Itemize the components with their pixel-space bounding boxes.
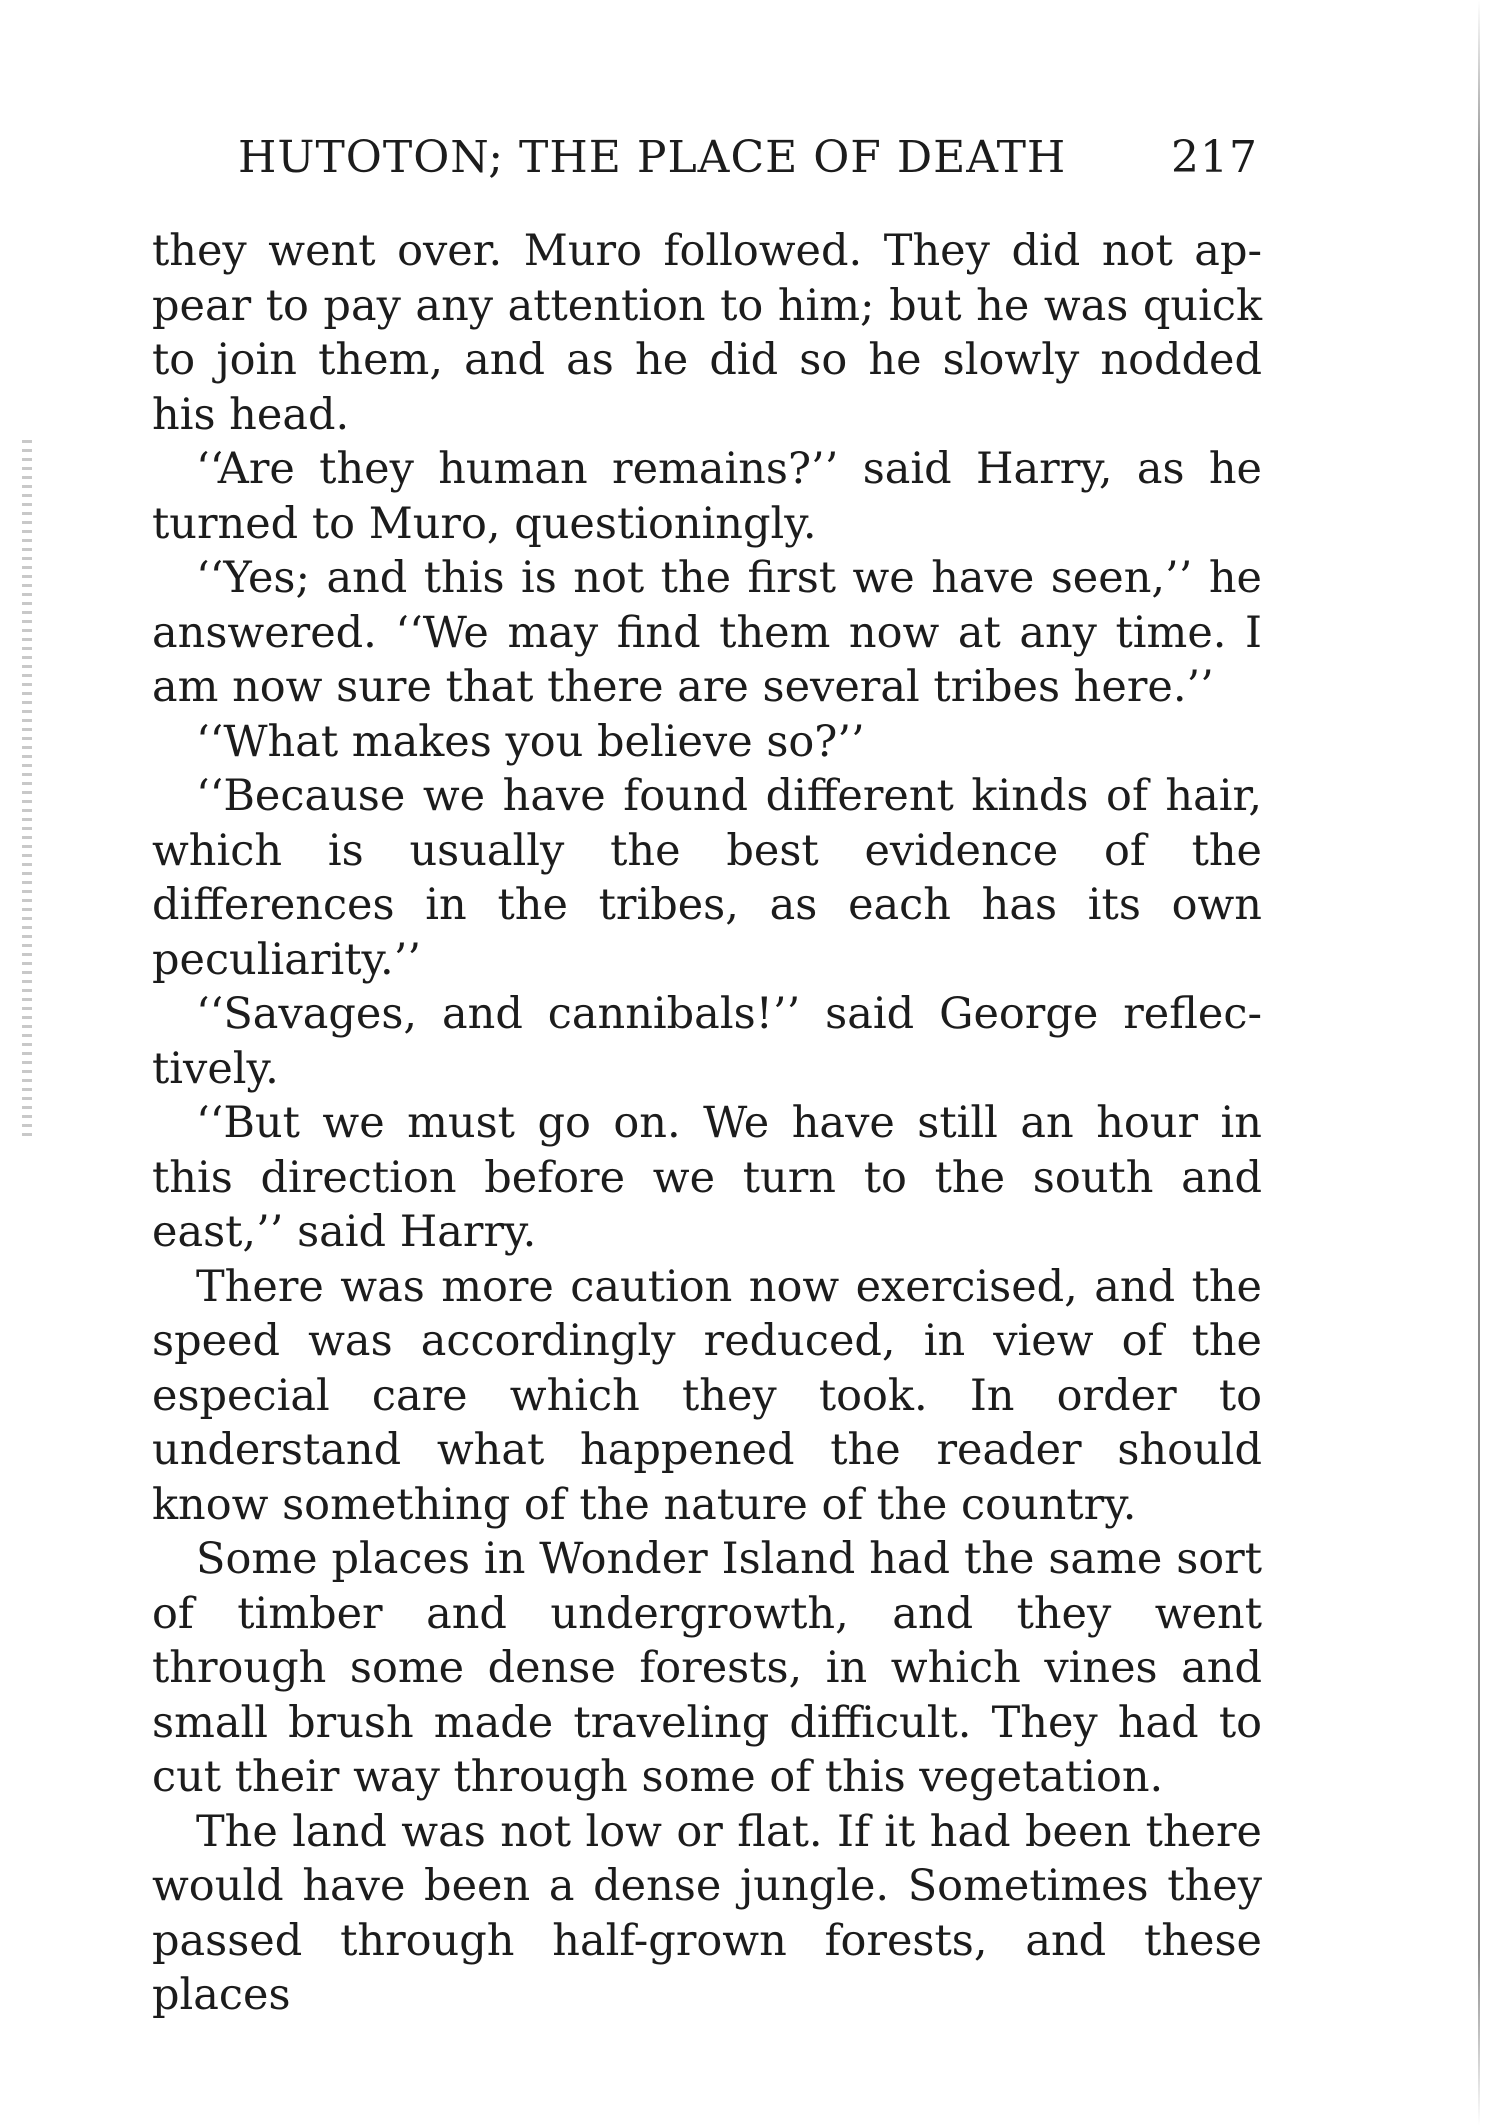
body-text — [152, 224, 1262, 2023]
paragraph: ‘‘Because we have found different kinds of hair, which is usually the best evidence of the differences in the tribes, as each has its own peculiarity.’’ — [152, 771, 1262, 985]
paragraph: ‘‘Are they human remains?’’ said Harry, as he turned to Muro, questioningly. — [152, 444, 1262, 549]
running-header — [238, 128, 1258, 188]
page-edge-line — [1478, 0, 1480, 2126]
paragraph: ‘‘But we must go on. We have still an hour in this direction before we turn to the south and east,’’ said Harry. — [152, 1098, 1262, 1257]
paragraph: There was more caution now exercised, and the speed was accordingly reduced, in view of the especial care which they took. In order to understand what happened the reader should know something of the nature of the country. — [152, 1261, 1262, 1530]
page-number: 217 — [1171, 132, 1258, 183]
paragraph: ‘‘Yes; and this is not the first we have seen,’’ he answered. ‘‘We may find them now at any time. I am now sure that there are several tribes here.’’ — [152, 553, 1262, 712]
chapter-title: HUTOTON; THE PLACE OF DEATH — [238, 132, 1067, 183]
paragraph: Some places in Wonder Island had the same sort of timber and undergrowth, and they went through some dense forests, in which vines and small brush made traveling difficult. They had to cut their way through some of this vegetation. — [152, 1534, 1262, 1802]
paragraph: ‘‘Savages, and cannibals!’’ said George reflectively. — [152, 989, 1262, 1094]
paragraph: they went over. Muro followed. They did not appear to pay any attention to him; but he was quick to join them, and as he did so he slowly nodded his head. — [152, 226, 1262, 440]
paragraph: The land was not low or flat. If it had been there would have been a dense jungle. Sometimes they passed through half-grown forests, and these places — [152, 1806, 1262, 2020]
paragraph: ‘‘What makes you believe so?’’ — [196, 716, 865, 767]
binding-shadow — [22, 440, 32, 1140]
